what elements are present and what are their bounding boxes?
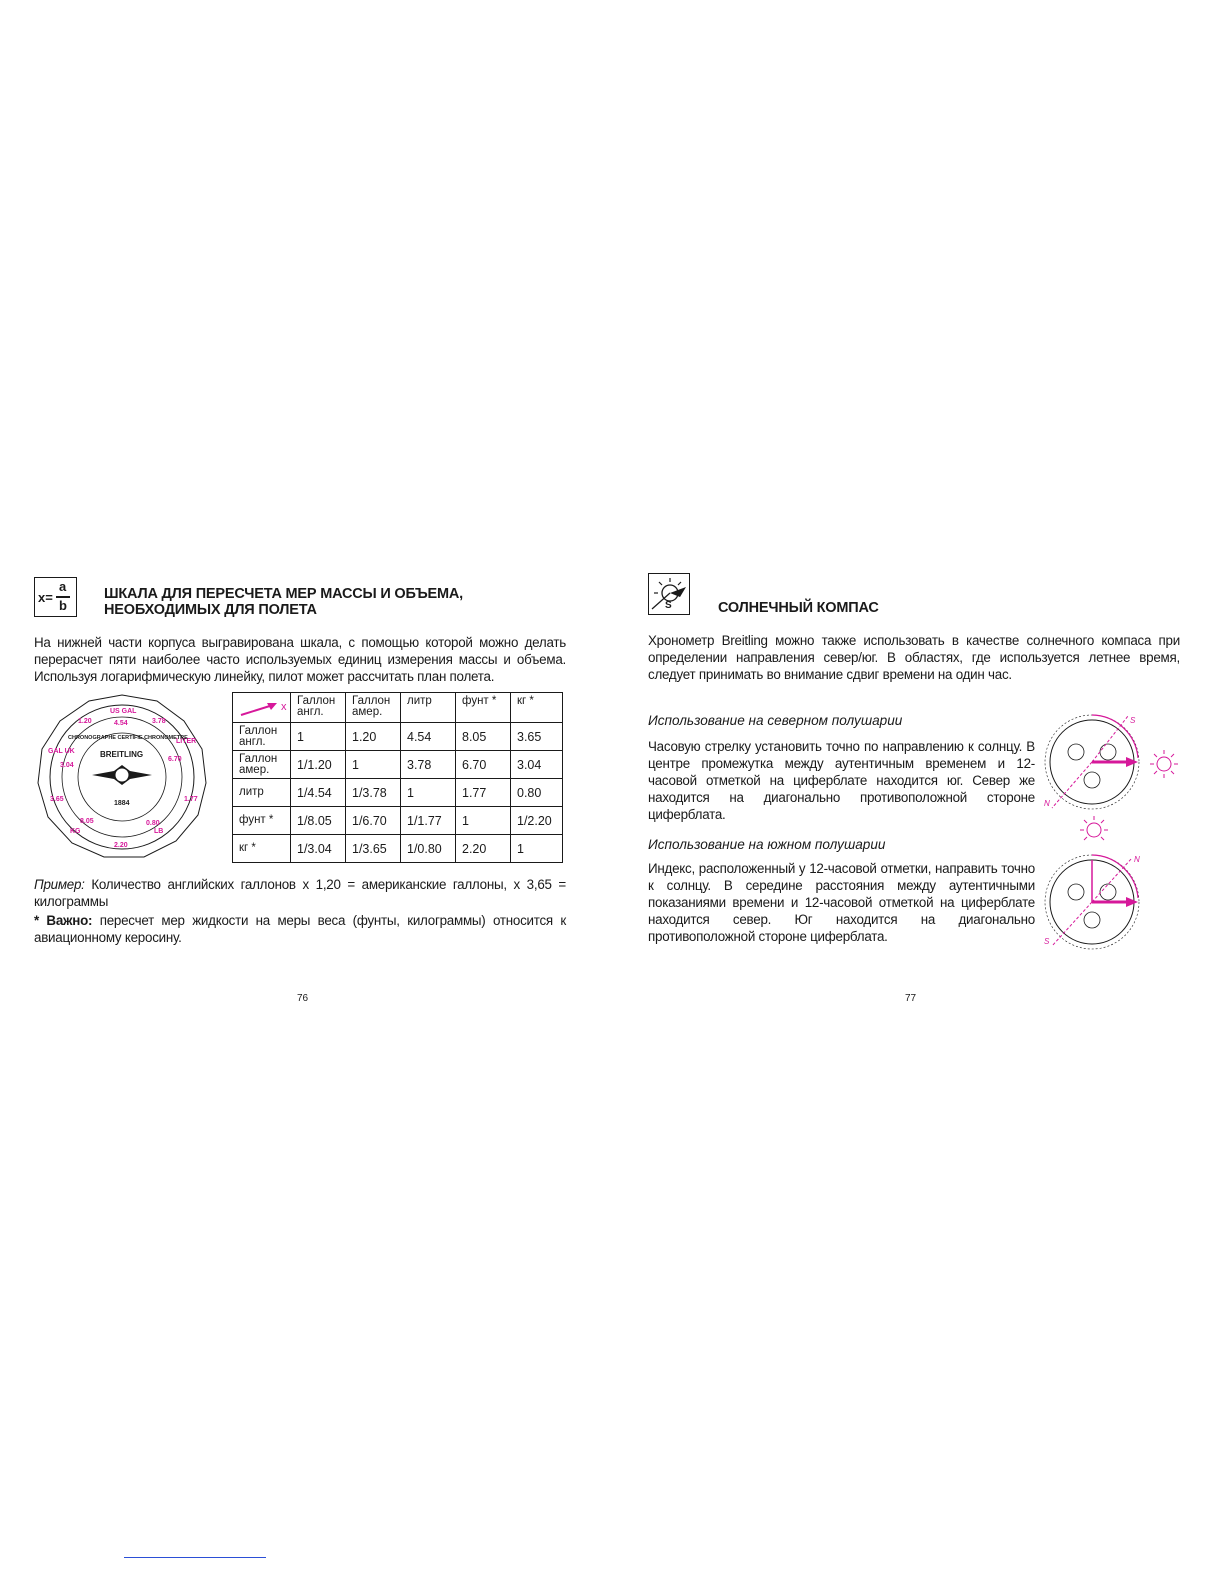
- south-diagram-s-label: S: [1044, 937, 1050, 946]
- table-cell: 1/3.65: [346, 835, 401, 863]
- table-cell: 1: [456, 807, 511, 835]
- caseback-label-liter: LITER: [176, 738, 197, 745]
- caseback-center-medallion: [115, 768, 129, 782]
- page-title-right: СОЛНЕЧНЫЙ КОМПАС: [718, 600, 879, 616]
- sun-compass-icon-letter: S: [665, 600, 672, 611]
- caseback-label-365: 3.65: [50, 796, 64, 803]
- sun-compass-icon: [648, 573, 690, 615]
- caseback-engraving: CHRONOGRAPHE CERTIFIE CHRONOMETRE: [68, 735, 188, 741]
- watch-caseback-illustration: [34, 693, 210, 861]
- south-heading: Использование на южном полушарии: [648, 837, 886, 852]
- table-row: [233, 723, 563, 751]
- caseback-label-080: 0.80: [146, 820, 160, 827]
- caseback-label-304: 3.04: [60, 762, 74, 769]
- south-paragraph: Индекс, расположенный у 12-часовой отметки, направить точно к солнцу. В середине расстояния между аутентичными показаниями времени и 12-часовой отметкой на циферблате находится север. Юг находится на диагонально противоположной стороне циферблата.: [648, 861, 1035, 944]
- table-cell: 1/3.78: [346, 779, 401, 807]
- caseback-label-805: 8.05: [80, 818, 94, 825]
- formula-b: b: [59, 598, 67, 613]
- table-row-header: кг *: [233, 835, 291, 863]
- example-paragraph: [34, 876, 566, 910]
- table-cell: 1/8.05: [291, 807, 346, 835]
- table-cell: 1: [346, 751, 401, 779]
- caseback-label-177: 1.77: [184, 796, 198, 803]
- page-number-left: 76: [297, 993, 309, 1004]
- important-paragraph: [34, 912, 566, 946]
- south-hemisphere-diagram: [1042, 814, 1182, 950]
- table-cell: 3.04: [511, 751, 563, 779]
- caseback-label-kg: KG: [70, 828, 81, 835]
- north-hemisphere-diagram: [1042, 712, 1182, 812]
- table-cell: 1/2.20: [511, 807, 563, 835]
- table-cell: 1/1.77: [401, 807, 456, 835]
- caseback-label-lb: LB: [154, 828, 164, 835]
- intro-paragraph-right: Хронометр Breitling можно также использовать в качестве солнечного компаса при определении направления север/юг. В областях, где используется летнее время, следует принимать во внимание сдвиг времени на один час.: [648, 633, 1180, 682]
- table-row: [233, 779, 563, 807]
- table-row-header: Галлон амер.: [233, 751, 291, 779]
- north-diagram-n-label: N: [1044, 799, 1050, 808]
- important-label: * Важно:: [34, 913, 93, 928]
- caseback-label-gal-uk: GAL UK: [48, 748, 75, 755]
- page-title-left-line1: ШКАЛА ДЛЯ ПЕРЕСЧЕТА МЕР МАССЫ И ОБЪЕМА,: [104, 586, 464, 602]
- footer-link-line: [124, 1557, 266, 1558]
- table-header-cell: литр: [401, 693, 456, 723]
- table-header-cell: Галлон амер.: [346, 693, 401, 723]
- table-cell: 1.77: [456, 779, 511, 807]
- table-row: [233, 751, 563, 779]
- north-diagram-s-label: S: [1130, 716, 1136, 725]
- caseback-label-454: 4.54: [114, 720, 128, 727]
- formula-a: a: [59, 579, 67, 594]
- caseback-label-us-gal: US GAL: [110, 708, 137, 715]
- south-diagram-n-label: N: [1134, 855, 1140, 864]
- example-text: Количество английских галлонов x 1,20 = американские галлоны, x 3,65 = килограммы: [34, 877, 566, 909]
- page-number-right: 77: [905, 993, 917, 1004]
- table-cell: 6.70: [456, 751, 511, 779]
- intro-paragraph-left: На нижней части корпуса выгравирована шкала, с помощью которой можно делать перерасчет пяти наиболее часто используемых единиц измерения массы и объема. Используя логарифмическую линейку, пилот может рассчитать план полета.: [34, 635, 566, 684]
- arrow-icon: [239, 701, 279, 717]
- caseback-label-220: 2.20: [114, 842, 128, 849]
- table-header-cell: фунт *: [456, 693, 511, 723]
- north-heading: Использование на северном полушарии: [648, 713, 903, 728]
- table-cell: 1/4.54: [291, 779, 346, 807]
- table-cell: 4.54: [401, 723, 456, 751]
- table-cell: 1/3.04: [291, 835, 346, 863]
- table-cell: 8.05: [456, 723, 511, 751]
- table-header-row: [233, 693, 563, 723]
- table-row-header: литр: [233, 779, 291, 807]
- caseback-label-670: 6.70: [168, 756, 182, 763]
- important-text: пересчет мер жидкости на меры веса (фунты, килограммы) относится к авиационному керосину.: [34, 913, 566, 945]
- formula-icon: [34, 577, 77, 617]
- table-cell: 3.78: [401, 751, 456, 779]
- table-corner-cell: [233, 693, 291, 723]
- table-row-header: фунт *: [233, 807, 291, 835]
- page-title-left-line2: НЕОБХОДИМЫХ ДЛЯ ПОЛЕТА: [104, 602, 317, 618]
- formula-x: x=: [38, 590, 53, 605]
- table-cell: 0.80: [511, 779, 563, 807]
- table-header-cell: Галлон англ.: [291, 693, 346, 723]
- table-cell: 3.65: [511, 723, 563, 751]
- table-cell: 1.20: [346, 723, 401, 751]
- caseback-label-378: 3.78: [152, 718, 166, 725]
- caseback-label-120: 1.20: [78, 718, 92, 725]
- table-cell: 1: [291, 723, 346, 751]
- table-cell: 2.20: [456, 835, 511, 863]
- conversion-table: [232, 692, 563, 863]
- corner-x-label: x: [281, 701, 287, 713]
- caseback-year: 1884: [114, 800, 130, 807]
- table-cell: 1: [401, 779, 456, 807]
- table-cell: 1/1.20: [291, 751, 346, 779]
- table-row: [233, 807, 563, 835]
- table-cell: 1/0.80: [401, 835, 456, 863]
- table-header-cell: кг *: [511, 693, 563, 723]
- table-cell: 1: [511, 835, 563, 863]
- table-cell: 1/6.70: [346, 807, 401, 835]
- sun-icon: [1080, 816, 1108, 840]
- sun-icon: [1150, 750, 1178, 778]
- example-label: Пример:: [34, 877, 85, 892]
- table-row: [233, 835, 563, 863]
- caseback-brand: BREITLING: [100, 750, 144, 759]
- north-paragraph: Часовую стрелку установить точно по направлению к солнцу. В центре промежутка между аутентичным временем и 12-часовой отметкой на циферблате находится юг. Север же находится на диагонально противоположной стороне циферблата.: [648, 739, 1035, 822]
- table-row-header: Галлон англ.: [233, 723, 291, 751]
